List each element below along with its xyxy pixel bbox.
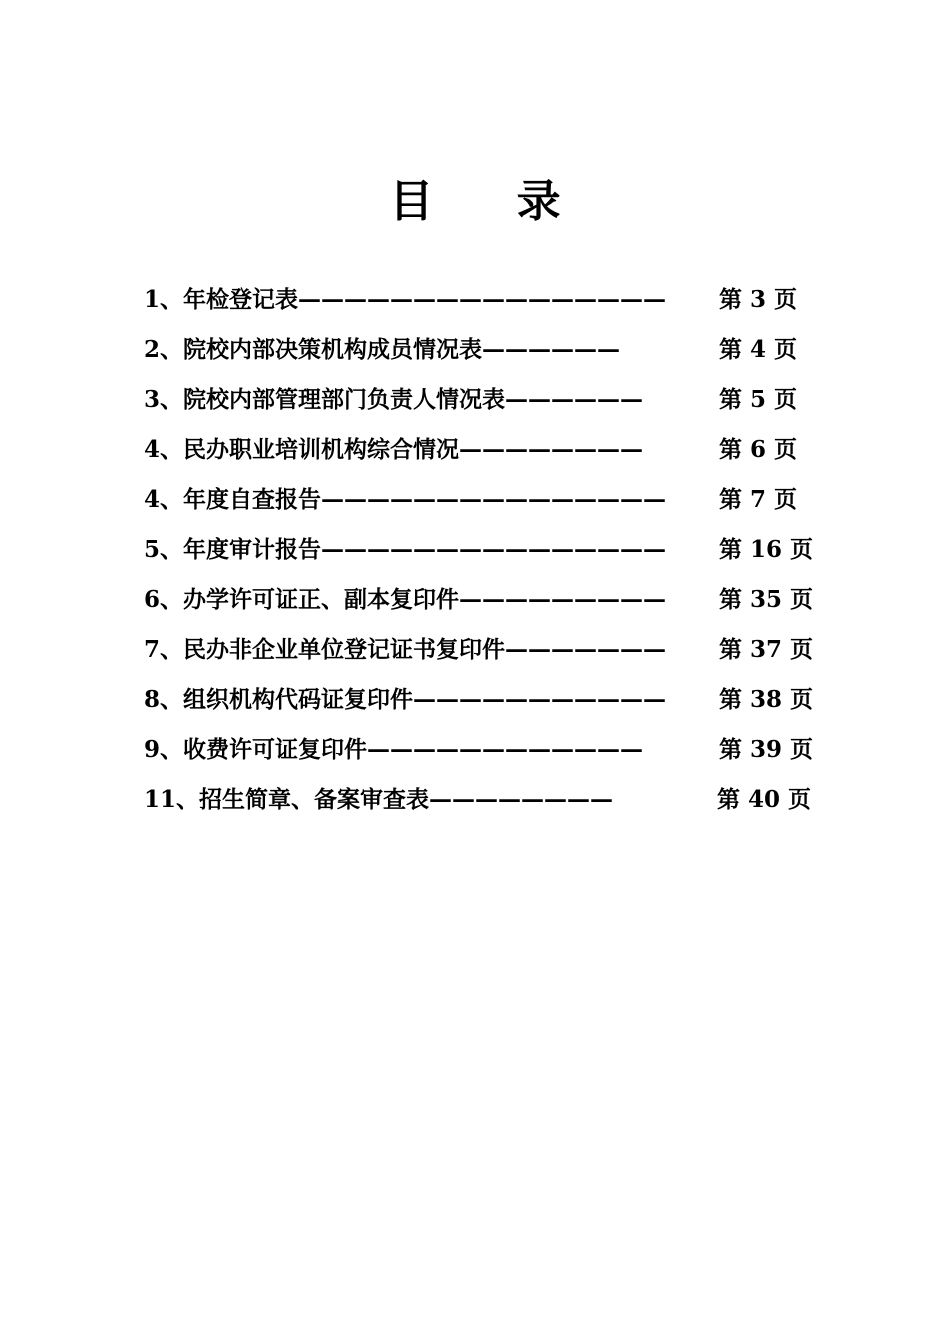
toc-entry[interactable] <box>144 676 824 726</box>
toc-entry-page: 第 37 页 <box>719 636 814 663</box>
toc-entry[interactable] <box>144 276 824 326</box>
toc-entry-page: 第 40 页 <box>717 786 812 813</box>
toc-entry-page: 第 7 页 <box>719 486 798 513</box>
toc-entry[interactable] <box>144 426 824 476</box>
toc-entry-page: 第 35 页 <box>719 586 814 613</box>
toc-entry[interactable] <box>144 476 824 526</box>
toc-entry-title: 3、院校内部管理部门负责人情况表—————— <box>144 386 644 413</box>
toc-entry[interactable] <box>144 526 824 576</box>
toc-entry-page: 第 4 页 <box>719 336 798 363</box>
toc-entry-page: 第 3 页 <box>719 286 798 313</box>
toc-entry-title: 8、组织机构代码证复印件——————————— <box>144 686 667 713</box>
toc-entry-title: 11、招生简章、备案审查表———————— <box>144 786 614 813</box>
toc-entry-title: 5、年度审计报告——————————————— <box>144 536 667 563</box>
toc-entry-title: 7、民办非企业单位登记证书复印件——————— <box>144 636 667 663</box>
toc-entry-page: 第 5 页 <box>719 386 798 413</box>
toc-entry[interactable] <box>144 326 824 376</box>
toc-entry-page: 第 38 页 <box>719 686 814 713</box>
toc-entry[interactable] <box>144 776 824 826</box>
toc-entry-title: 9、收费许可证复印件———————————— <box>144 736 644 763</box>
toc-entry-title: 1、年检登记表———————————————— <box>144 286 667 313</box>
toc-entry[interactable] <box>144 626 824 676</box>
toc-entry-title: 2、院校内部决策机构成员情况表—————— <box>144 336 621 363</box>
toc-entry[interactable] <box>144 376 824 426</box>
toc-entry-page: 第 16 页 <box>719 536 814 563</box>
toc-entry-page: 第 6 页 <box>719 436 798 463</box>
page-title: 目 录 <box>389 176 595 227</box>
toc-entry[interactable] <box>144 726 824 776</box>
toc-entry-page: 第 39 页 <box>719 736 814 763</box>
table-of-contents <box>144 276 824 826</box>
toc-entry-title: 4、年度自查报告——————————————— <box>144 486 667 513</box>
toc-entry-title: 6、办学许可证正、副本复印件————————— <box>144 586 667 613</box>
toc-entry[interactable] <box>144 576 824 626</box>
toc-entry-title: 4、民办职业培训机构综合情况———————— <box>144 436 644 463</box>
